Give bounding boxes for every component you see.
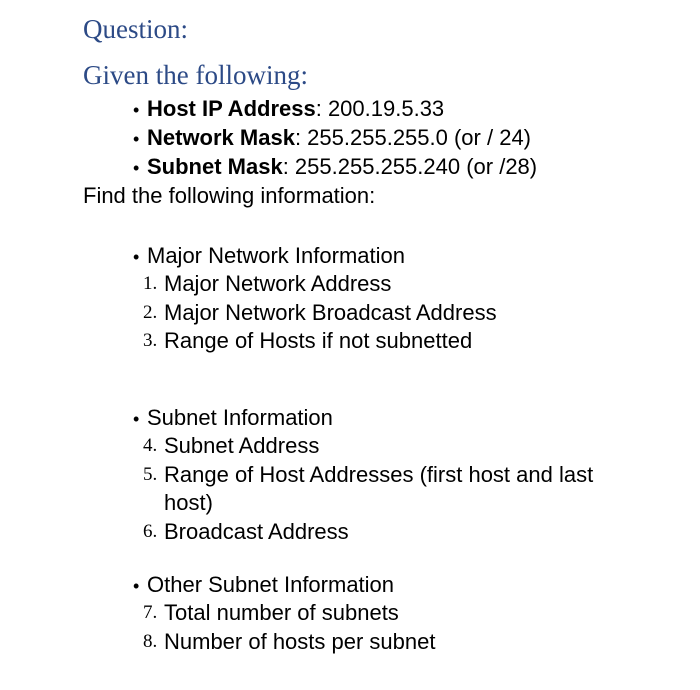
item-text: Subnet Address: [164, 433, 320, 458]
item-number: 3.: [143, 330, 158, 351]
list-item: [133, 599, 594, 628]
bullet-icon: •: [133, 100, 140, 120]
item-number: 7.: [143, 602, 158, 623]
given-item-label: Network Mask: [147, 125, 295, 150]
given-item: [133, 123, 537, 152]
given-heading: Given the following:: [83, 60, 308, 90]
section-title: [133, 570, 594, 599]
bullet-icon: •: [133, 576, 140, 596]
item-text: Range of Hosts if not subnetted: [164, 328, 473, 353]
bullet-icon: •: [133, 129, 140, 149]
bullet-icon: •: [133, 247, 140, 267]
given-item-value: : 255.255.255.240 (or /28): [282, 154, 538, 179]
item-number: 6.: [143, 520, 158, 542]
section-other-subnet: [133, 570, 594, 656]
list-item: [133, 270, 594, 299]
section-title-text: Other Subnet Information: [147, 572, 395, 597]
given-list: [133, 94, 537, 181]
section-title-text: Subnet Information: [147, 405, 333, 430]
list-item: [133, 628, 594, 657]
section-title-text: Major Network Information: [147, 243, 405, 268]
list-item: [133, 461, 594, 518]
numbered-list: [133, 599, 594, 656]
item-text: Major Network Broadcast Address: [164, 299, 497, 325]
item-number: 2.: [143, 301, 158, 323]
section-title: [133, 403, 594, 432]
section-title: [133, 241, 594, 270]
bullet-icon: •: [133, 409, 140, 429]
list-item: [133, 327, 594, 356]
list-item: [133, 518, 594, 547]
numbered-list: [133, 270, 594, 356]
item-text: Major Network Address: [164, 271, 392, 296]
item-number: 5.: [143, 463, 158, 485]
list-item: [133, 299, 594, 328]
item-number: 8.: [143, 630, 158, 652]
bullet-icon: •: [133, 158, 140, 178]
section-subnet: [133, 403, 594, 546]
given-item-label: Host IP Address: [147, 96, 316, 121]
item-number: 1.: [143, 273, 158, 294]
section-major-network: [133, 241, 594, 356]
item-text: Number of hosts per subnet: [164, 628, 436, 654]
given-item: [133, 94, 537, 123]
list-item: [133, 432, 594, 461]
find-instruction: Find the following information:: [83, 183, 376, 208]
item-text: Broadcast Address: [164, 518, 349, 544]
given-item-value: : 255.255.255.0 (or / 24): [294, 125, 532, 150]
question-heading: Question:: [83, 14, 188, 44]
item-number: 4.: [143, 435, 158, 456]
item-text: Range of Host Addresses (first host and last host): [164, 461, 594, 515]
given-item-label: Subnet Mask: [147, 154, 283, 179]
item-text: Total number of subnets: [164, 600, 399, 625]
given-item: [133, 152, 537, 181]
given-item-value: : 200.19.5.33: [315, 96, 445, 121]
numbered-list: [133, 432, 594, 546]
